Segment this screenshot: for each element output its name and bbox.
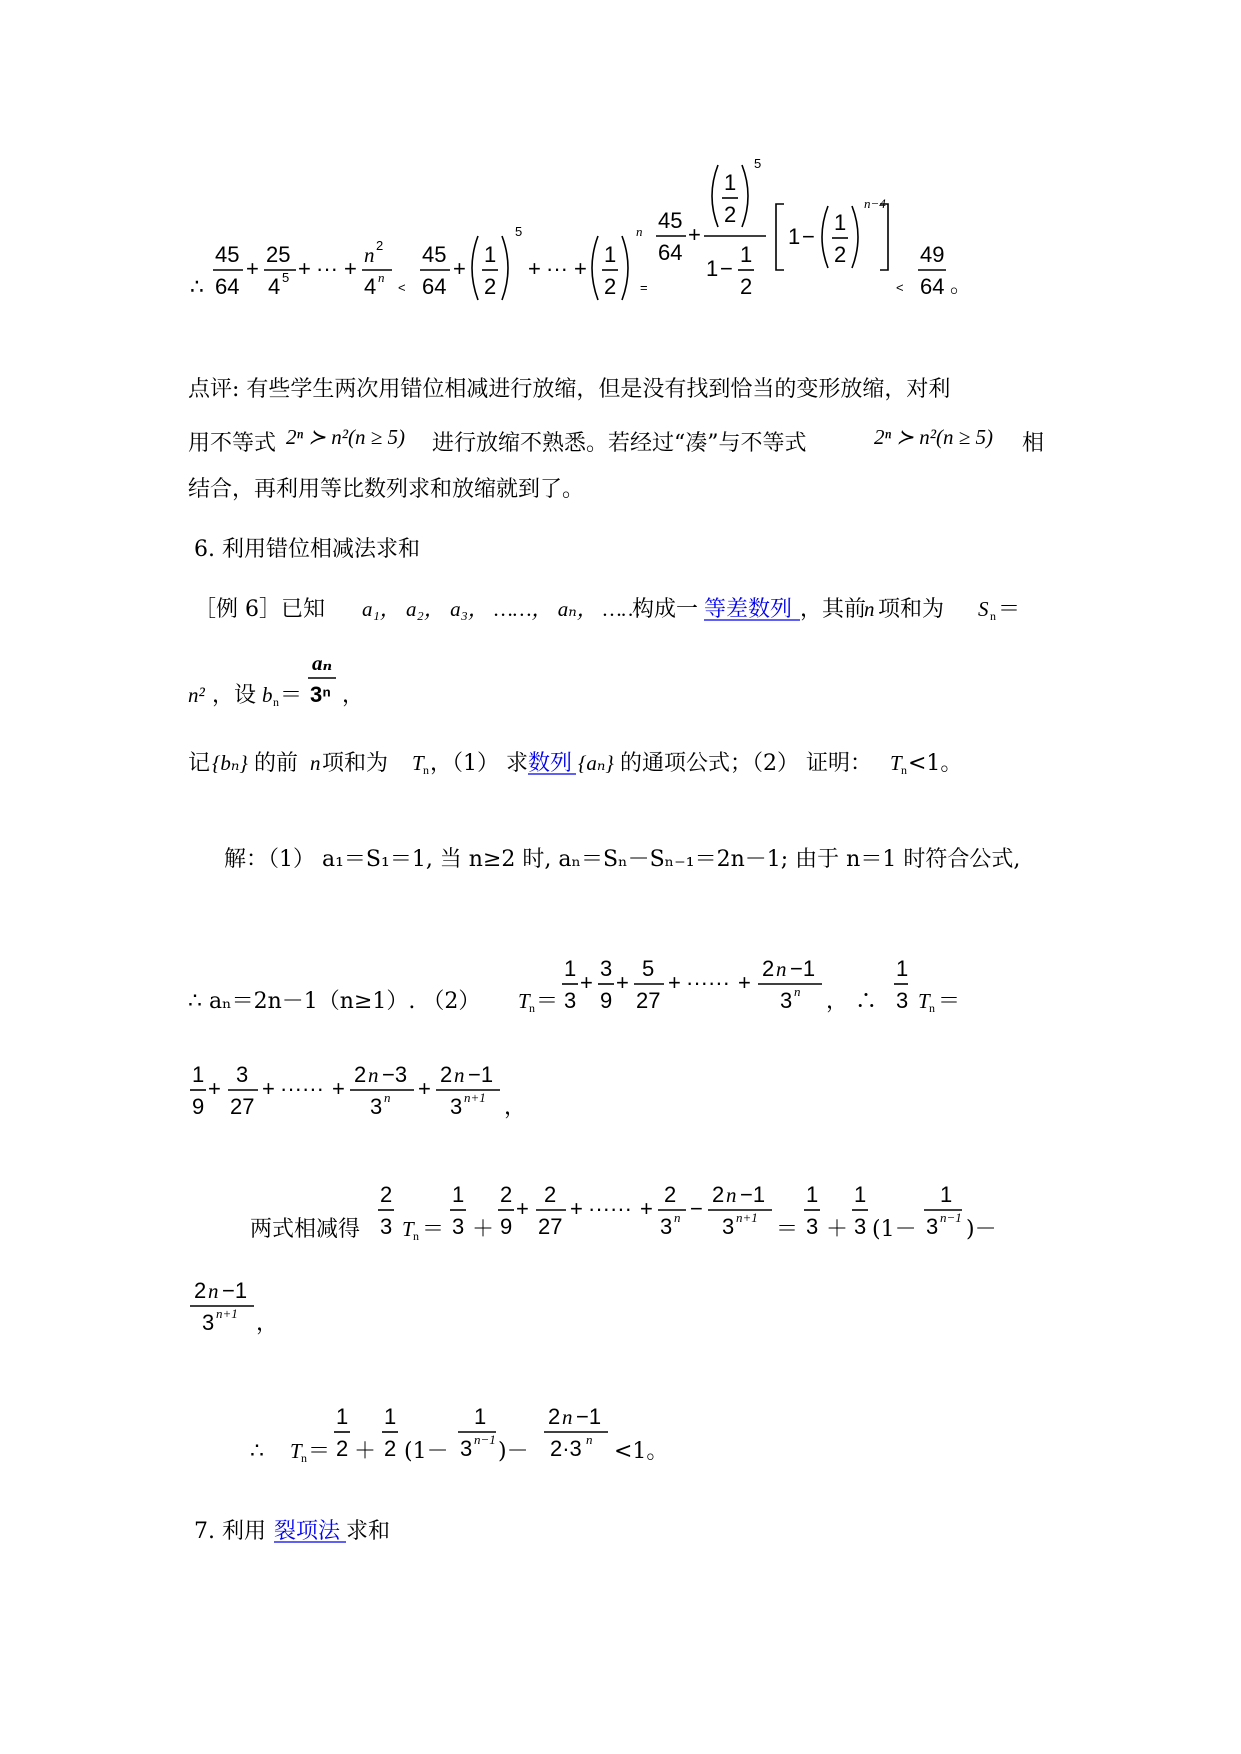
example-text: ，设 [212,683,257,708]
solution-text: <1。 [614,1439,669,1464]
subscript: n [413,1229,419,1243]
power-exponent: n+1 [216,1306,238,1321]
fraction-denominator: 64 [658,240,683,265]
fraction-numerator: 1 [740,242,753,267]
equals-sign: ＝ [938,989,961,1014]
equals-sign: ＝ [280,683,303,708]
left-paren [472,236,478,300]
fraction-numerator: 1 [896,956,909,981]
one: 1 [788,224,801,249]
fraction-denominator: 2 [724,202,737,227]
power-base: 4 [364,274,377,299]
fraction-denominator: 9 [600,988,613,1013]
comma: ， [256,1311,279,1336]
solution-text: ， ∴ [826,989,877,1014]
power-base: 3 [780,988,793,1013]
fraction-numerator: 1 [834,210,847,235]
inequality-line [190,156,972,300]
section-7-heading [194,1519,390,1544]
power-exponent: n [674,1210,681,1225]
comma: ， [342,683,365,708]
set-b: {bₙ} [212,751,248,775]
sequence-terms: a₁， a₂， a₃， ……， aₙ， …… [362,597,641,621]
comment-line-1: 点评: 有些学生两次用错位相减进行放缩，但是没有找到恰当的变形放缩，对利 [188,377,951,402]
fraction-numerator: 1 [854,1182,867,1207]
fraction-numerator: −1 [576,1404,602,1429]
section-7-suffix: 求和 [346,1519,391,1544]
var-T: T [918,989,930,1013]
fraction-numerator: 2 [380,1182,393,1207]
fraction-numerator: n [368,1063,379,1087]
equals-sign: = [640,280,648,295]
fraction-numerator: 1 [806,1182,819,1207]
fraction-numerator: 2 [194,1278,207,1303]
var-n: n [310,751,321,775]
fraction-numerator: 3 [236,1062,249,1087]
fraction-denominator: 3 [564,988,577,1013]
fraction-numerator: 25 [266,242,291,267]
subscript: n [423,763,429,777]
power-exponent: 5 [515,224,523,239]
power-base: 3 [660,1214,673,1239]
power-exponent: 5 [754,156,762,171]
subscript: n [929,1001,935,1015]
power-base: 3 [370,1094,383,1119]
paren-expression: )－ [498,1439,529,1464]
equals-sign: ＝ [308,1439,331,1464]
section-7-prefix: 7. 利用 [194,1519,266,1544]
fraction-numerator: 2 [664,1182,677,1207]
fraction-denominator: 27 [636,988,661,1013]
fraction-denominator: 27 [230,1094,255,1119]
left-bracket [776,204,784,270]
example-text: 记 [188,751,211,776]
fraction-numerator: 1 [474,1404,487,1429]
comment-line-2-middle: 进行放缩不熟悉。若经过“凑”与不等式 [432,431,807,456]
equals-sign: ＝ [536,989,559,1014]
ellipsis: ······ [588,1196,632,1221]
link-split-term-method[interactable]: 裂项法 [274,1519,341,1544]
fraction-denominator: 2 [740,274,753,299]
fraction-denominator: 9 [192,1094,205,1119]
equals-sign: ＝ [422,1217,445,1242]
fraction-numerator: aₙ [312,651,333,675]
fraction-denominator: 3 [806,1214,819,1239]
comment-line-3: 结合，再利用等比数列求和放缩就到了。 [188,477,585,502]
one: 1 [706,256,719,281]
therefore-symbol: ∴ [190,274,204,299]
left-paren [592,236,598,300]
plus-sign: + [418,1076,431,1101]
fraction-denominator: 3 [896,988,909,1013]
therefore-symbol: ∴ [250,1439,264,1464]
plus-sign: ＋ [472,1217,495,1242]
fraction-numerator: 1 [724,170,737,195]
fraction-numerator: 45 [215,242,240,267]
var-T: T [890,751,902,775]
plus-sign: + [332,1076,345,1101]
fraction-numerator: −1 [222,1278,248,1303]
inequality-condition: 2ⁿ ≻ n²(n ≥ 5) [874,425,994,449]
paren-expression: (1－ [404,1439,449,1464]
plus-sign: + [246,256,259,281]
fraction-numerator: −1 [790,956,816,981]
example-text: 的前 [254,751,299,776]
example-text: 的通项公式；（2） 证明： [620,751,872,776]
fraction-numerator: 1 [452,1182,465,1207]
power-exponent: n−1 [940,1210,962,1225]
fraction-numerator: n [776,957,787,981]
plus-sign: + [528,256,541,281]
plus-sign: + [298,256,311,281]
example-text: ，（1） 求 [430,751,528,776]
comment-line-2-end: 相 [1022,431,1045,456]
plus-sign: + [668,970,681,995]
plus-sign: + [208,1076,221,1101]
example-6 [188,597,1020,777]
fraction-numerator: 1 [604,242,617,267]
solution-line-1: 解：（1） a₁＝S₁＝1, 当 n≥2 时, aₙ＝Sₙ－Sₙ₋₁＝2n－1; 由于 n＝1 时符合公式, [224,847,1021,872]
fraction-numerator: 45 [658,208,683,233]
plus-sign: + [516,1196,529,1221]
solution [188,847,1020,1465]
example-text: 构成一 [632,597,699,622]
fraction-denominator: 64 [920,274,945,299]
var-T: T [518,989,530,1013]
var-n: n [864,597,875,621]
var-T: T [402,1217,414,1241]
ellipsis: ··· [546,256,568,281]
var-T: T [412,751,424,775]
example-text: 项和为 [322,751,389,776]
fraction-denominator: 64 [215,274,240,299]
minus-sign: − [720,256,733,281]
subscript: n [901,763,907,777]
fraction-numerator: −1 [740,1182,766,1207]
fraction-denominator: 2 [834,242,847,267]
subscript: n [273,695,279,709]
fraction-numerator: 1 [192,1062,205,1087]
fraction-denominator: 3 [854,1214,867,1239]
fraction-denominator: 3ⁿ [310,682,331,707]
fraction-denominator: 2 [604,274,617,299]
example-label: ［例 6］已知 [194,597,325,622]
var-b: b [262,683,273,707]
power-exponent: n+1 [736,1210,758,1225]
comma: ， [504,1095,527,1120]
fraction-numerator: 1 [384,1404,397,1429]
fraction-numerator: 2 [500,1182,513,1207]
n-squared: n² [188,683,205,707]
example-text: 项和为 [878,597,945,622]
fraction-numerator: 2 [548,1404,561,1429]
subscript: n [301,1451,307,1465]
less-than-sign: < [896,280,904,295]
comment-paragraph [188,377,1044,502]
subscript: n [529,1001,535,1015]
fraction-numerator: −3 [382,1062,408,1087]
less-than-sign: < [398,280,406,295]
plus-sign: ＋ [826,1217,849,1242]
fraction-numerator: 1 [940,1182,953,1207]
var-S: S [978,597,989,621]
power-base: 3 [450,1094,463,1119]
plus-sign: + [738,970,751,995]
fraction-numerator: 45 [422,242,447,267]
fraction-denominator: 3 [380,1214,393,1239]
fraction-denominator: 2 [336,1436,349,1461]
fraction-numerator: 2 [440,1062,453,1087]
fraction-numerator: 1 [484,242,497,267]
power-exponent: n [794,984,801,999]
power-base: 3 [202,1310,215,1335]
power-exponent: n−1 [474,1432,496,1447]
right-paren [742,165,748,227]
equals-sign: ＝ [776,1217,799,1242]
power-exponent: 2 [376,238,384,253]
fraction-numerator: 2 [354,1062,367,1087]
power-exponent: n [636,224,643,239]
var-T: T [290,1439,302,1463]
fraction-numerator: 49 [920,242,945,267]
fraction-numerator: 2 [544,1182,557,1207]
power-exponent: n [378,270,385,285]
link-arithmetic-sequence[interactable]: 等差数列 [704,597,793,622]
power-base: 3 [460,1436,473,1461]
fraction-denominator: 64 [422,274,447,299]
plus-sign: + [574,256,587,281]
power-base: 4 [268,274,281,299]
paren-expression: )－ [966,1217,997,1242]
right-paren [622,236,628,300]
period: 。 [950,273,973,298]
solution-text: 两式相减得 [250,1217,361,1242]
fraction-numerator: 5 [642,956,655,981]
plus-sign: + [453,256,466,281]
fraction-numerator: 3 [600,956,613,981]
right-bracket [880,204,888,270]
fraction-denominator: 2 [384,1436,397,1461]
subscript: n [990,609,996,623]
inequality-condition: 2ⁿ ≻ n²(n ≥ 5) [286,425,406,449]
ellipsis: ··· [316,256,338,281]
fraction-numerator: 2 [762,956,775,981]
equals-sign: ＝ [998,597,1021,622]
power-exponent: n [384,1090,391,1105]
minus-sign: − [690,1196,703,1221]
minus-sign: − [802,224,815,249]
fraction-numerator: 1 [564,956,577,981]
fraction-numerator: 2 [712,1182,725,1207]
power-exponent: n+1 [464,1090,486,1105]
power-exponent: 5 [282,270,290,285]
fraction-denominator: 3 [452,1214,465,1239]
plus-sign: + [344,256,357,281]
set-a: {aₙ} [578,751,614,775]
right-paren [502,236,508,300]
fraction-numerator: n [562,1405,573,1429]
link-sequence[interactable]: 数列 [528,751,573,776]
power-base: 3 [722,1214,735,1239]
power-exponent: n [586,1432,593,1447]
plus-sign: + [688,222,701,247]
fraction-denominator: 2·3 [550,1436,582,1461]
paren-expression: (1－ [872,1217,917,1242]
power-exponent: n−4 [864,196,886,211]
right-paren [852,206,858,268]
fraction-denominator: 2 [484,274,497,299]
comment-line-2-start: 用不等式 [188,431,277,456]
fraction-denominator: 9 [500,1214,513,1239]
fraction-numerator: n [208,1279,219,1303]
example-text: <1。 [908,751,963,776]
left-paren [822,206,828,268]
left-paren [712,165,718,227]
power-base: n [364,243,375,267]
fraction-numerator: 1 [336,1404,349,1429]
solution-line-2-start: ∴ aₙ＝2n－1（n≥1）. （2） [188,989,481,1014]
plus-sign: + [580,970,593,995]
example-text: ，其前 [800,597,867,622]
power-base: 3 [926,1214,939,1239]
fraction-denominator: 27 [538,1214,563,1239]
fraction-numerator: n [726,1183,737,1207]
section-6-heading: 6. 利用错位相减法求和 [194,537,420,562]
plus-sign: + [616,970,629,995]
fraction-numerator: n [454,1063,465,1087]
plus-sign: ＋ [354,1439,377,1464]
fraction-numerator: −1 [468,1062,494,1087]
plus-sign: + [640,1196,653,1221]
plus-sign: + [570,1196,583,1221]
ellipsis: ······ [280,1076,324,1101]
ellipsis: ······ [686,970,730,995]
plus-sign: + [262,1076,275,1101]
